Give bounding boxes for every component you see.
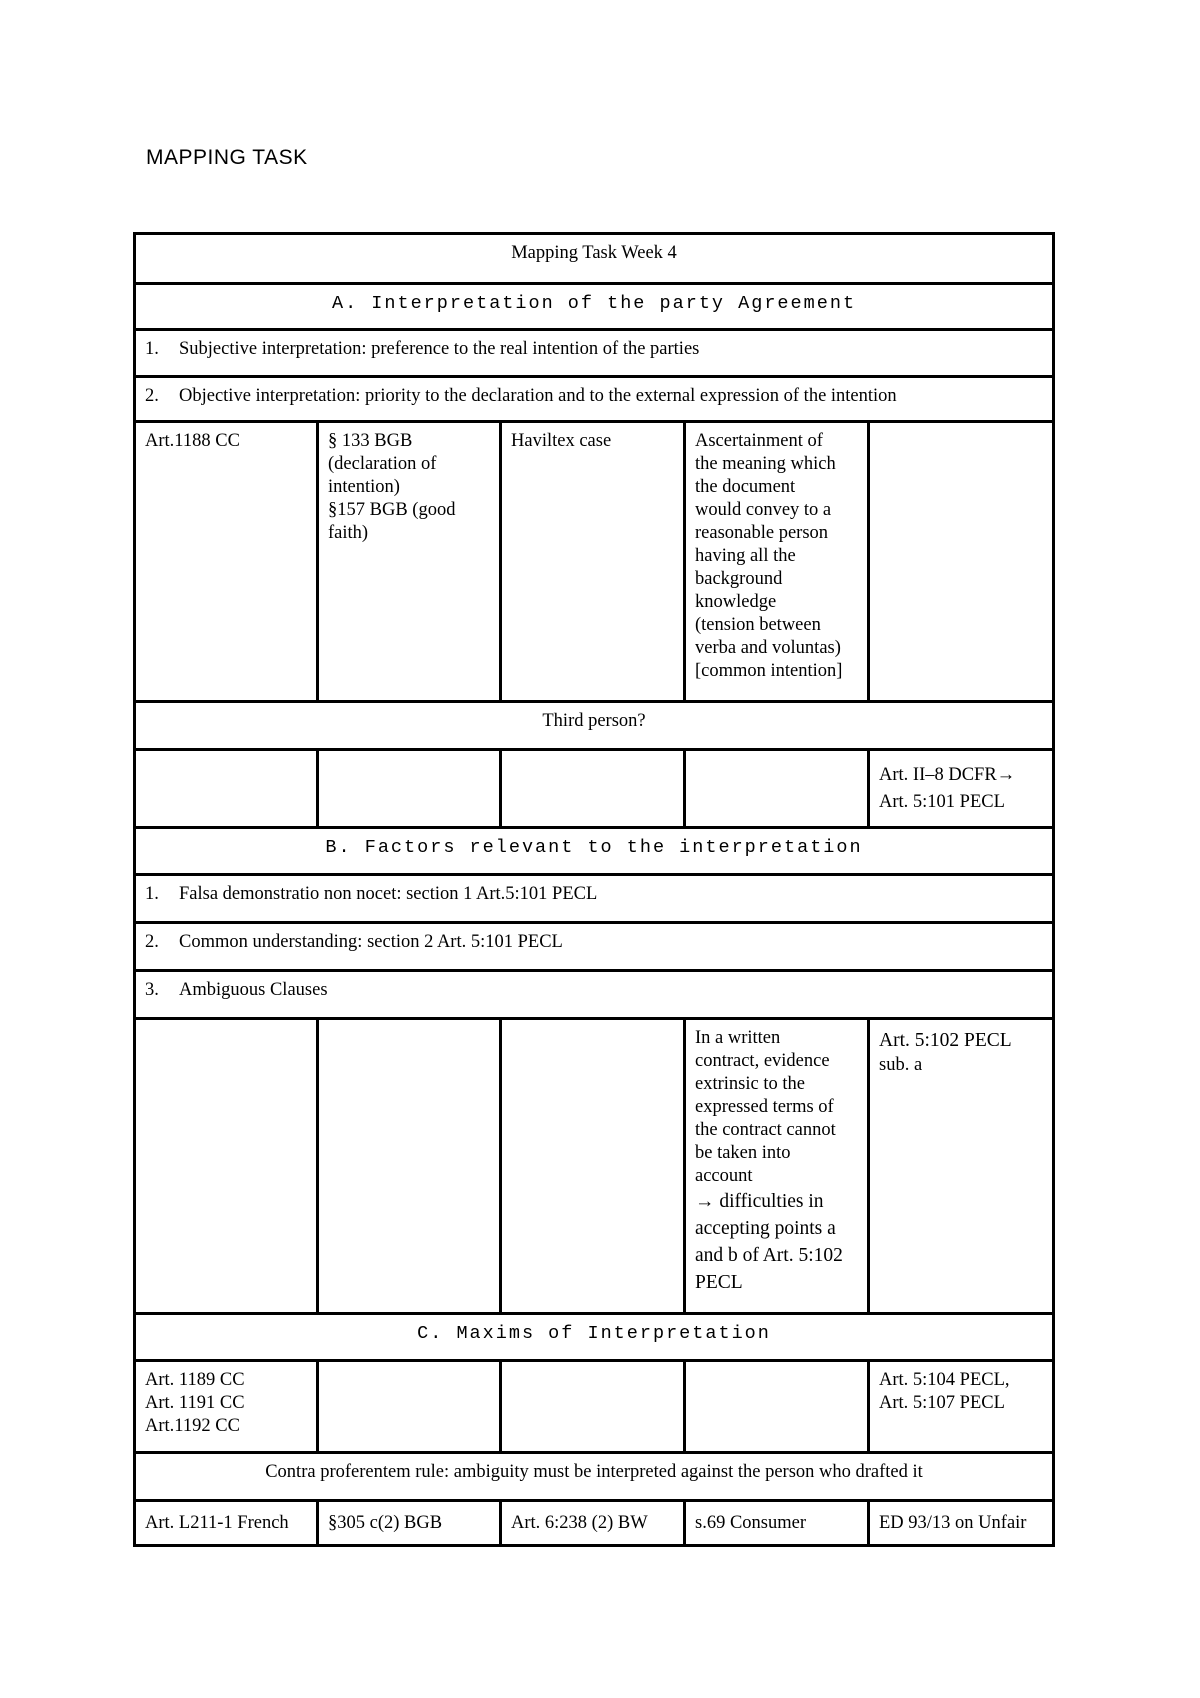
cell-cc-articles: Art. 1189 CC Art. 1191 CC Art.1192 CC [135,1361,318,1453]
cell-bgb-305: §305 c(2) BGB [318,1501,501,1546]
cell-consumer: s.69 Consumer [685,1501,869,1546]
cell-empty [501,1361,685,1453]
cell-bgb: § 133 BGB (declaration of intention) §157 BGB (good faith) [318,422,501,702]
section-a-item-1: 1. Subjective interpretation: preference to the real intention of the parties [135,330,1054,377]
cell-written-contract: In a written contract, evidence extrinsic to the expressed terms of the contract cannot be taken into account → difficulties in accepting points a and b of Art. 5:102 PECL [685,1019,869,1314]
cell-empty [135,1019,318,1314]
cell-ed-93-13: ED 93/13 on Unfair [869,1501,1054,1546]
cell-empty [318,1361,501,1453]
cell-haviltex: Haviltex case [501,422,685,702]
mapping-table [133,232,1055,1547]
document-title: MAPPING TASK [146,146,308,169]
cell-art-5-102: Art. 5:102 PECL sub. a [869,1019,1054,1314]
cell-bw-6-238: Art. 6:238 (2) BW [501,1501,685,1546]
section-b-item-2: 2. Common understanding: section 2 Art. 5:101 PECL [135,923,1054,971]
cell-dcfr: Art. II–8 DCFR→ Art. 5:101 PECL [869,750,1054,828]
cell-empty [318,1019,501,1314]
section-b-item-1: 1. Falsa demonstratio non nocet: section 1 Art.5:101 PECL [135,875,1054,923]
cell-empty [501,1019,685,1314]
third-person-row: Third person? [135,702,1054,750]
section-b-item-3: 3. Ambiguous Clauses [135,971,1054,1019]
section-a-item-2: 2. Objective interpretation: priority to the declaration and to the external expression of the intention [135,377,1054,422]
section-b-heading: B. Factors relevant to the interpretation [135,828,1054,875]
contra-proferentem-row: Contra proferentem rule: ambiguity must be interpreted against the person who drafted it [135,1453,1054,1501]
cell-empty [869,422,1054,702]
table-header: Mapping Task Week 4 [135,234,1054,284]
cell-ascertainment: Ascertainment of the meaning which the document would convey to a reasonable person having all the background knowledge (tension between verba and voluntas) [common intention] [685,422,869,702]
cell-art-1188: Art.1188 CC [135,422,318,702]
cell-empty [685,1361,869,1453]
cell-empty [135,750,318,828]
cell-empty [318,750,501,828]
cell-empty [501,750,685,828]
cell-empty [685,750,869,828]
section-c-heading: C. Maxims of Interpretation [135,1314,1054,1361]
cell-french-code: Art. L211-1 French [135,1501,318,1546]
cell-pecl-articles: Art. 5:104 PECL, Art. 5:107 PECL [869,1361,1054,1453]
section-a-heading: A. Interpretation of the party Agreement [135,284,1054,330]
